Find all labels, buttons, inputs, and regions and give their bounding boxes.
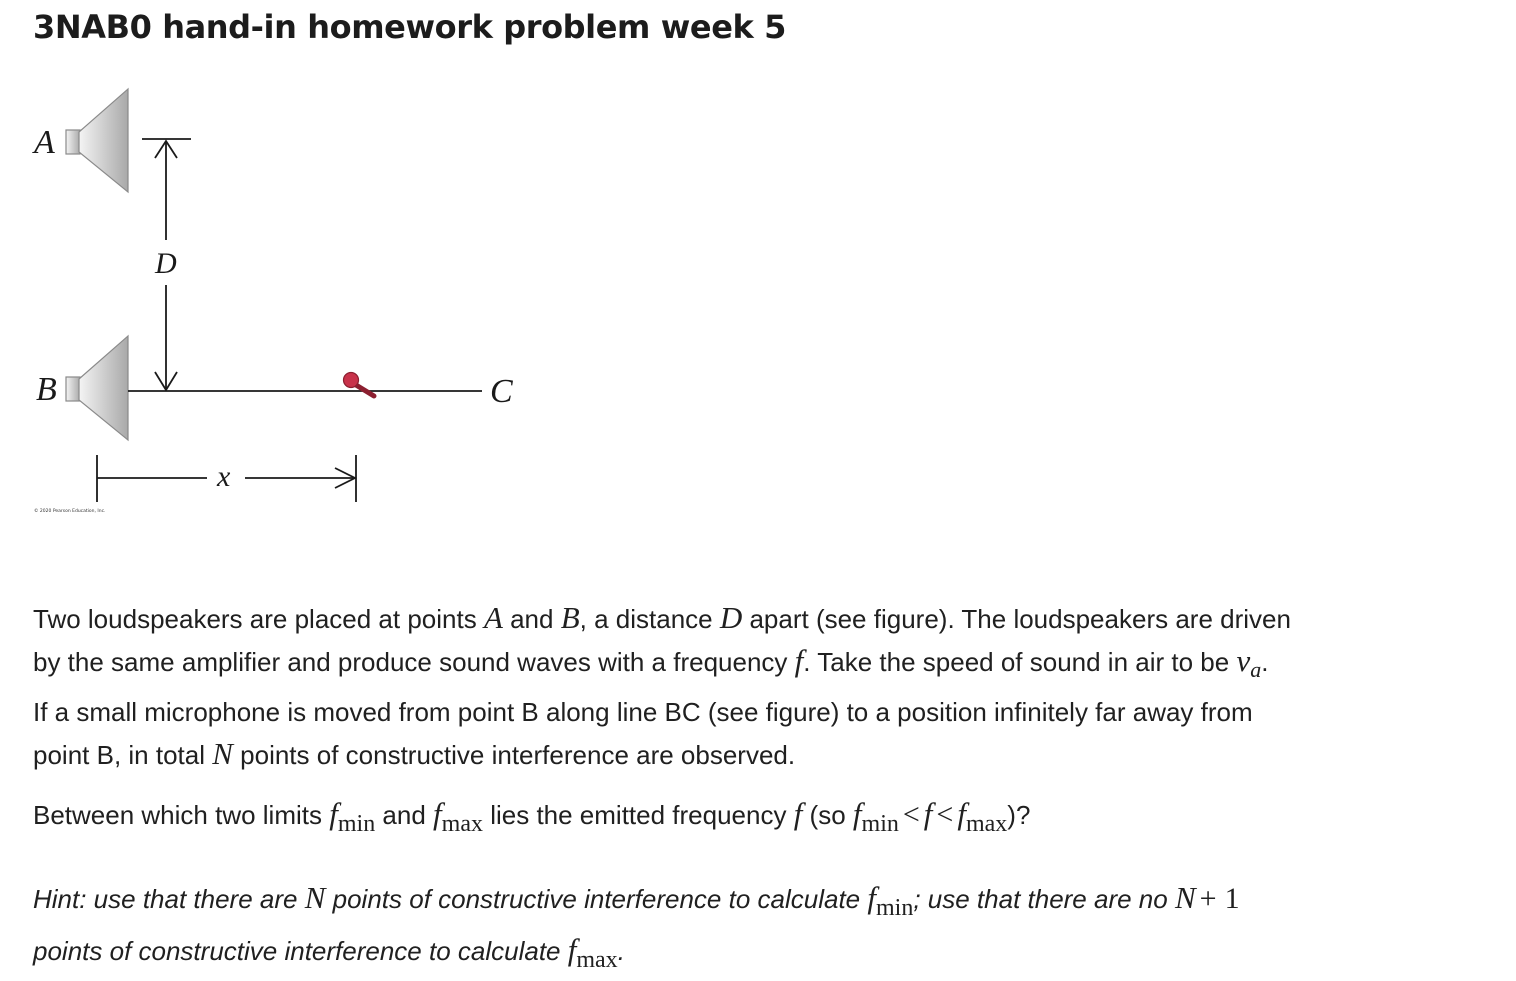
label-a: A [34,124,55,161]
problem-line-2: by the same amplifier and produce sound waves with a frequency f. Take the speed of sound in air to be $v_a$. [33,643,1269,682]
label-b: B [36,371,57,408]
copyright-notice: © 2020 Pearson Education, Inc. [34,509,106,514]
figure-svg [0,70,560,530]
problem-line-1: Two loudspeakers are placed at points A and B, a distance D apart (see figure). The loudspeakers are driven [33,600,1291,635]
symbol-d: D [719,600,743,635]
question: Between which two limits fmin and fmax lies the emitted frequency f (so fmin < f < fmax)? [33,796,1031,837]
symbol-f: f [794,643,804,678]
loudspeaker-figure [0,70,560,530]
speaker-a [66,89,128,192]
problem-line-4: point B, in total N points of constructive interference are observed. [33,736,796,771]
label-c: C [490,373,513,410]
symbol-v: v [1236,643,1251,678]
symbol-a: A [483,600,503,635]
page-title: 3NAB0 hand-in homework problem week 5 [33,8,786,46]
label-x: x [217,460,231,493]
label-d: D [155,247,177,280]
microphone-icon [344,373,375,397]
symbol-b: B [560,600,580,635]
symbol-n: N [212,736,233,771]
problem-line-3: If a small microphone is moved from point B along line BC (see figure) to a position infinitely far away from [33,697,1253,727]
hint: Hint: use that there are N points of constructive interference to calculate fmin; use that there are no N + 1 points of constructive interference to calculate fmax. [33,880,1240,973]
problem-statement [33,597,1291,776]
speaker-b [66,336,128,440]
